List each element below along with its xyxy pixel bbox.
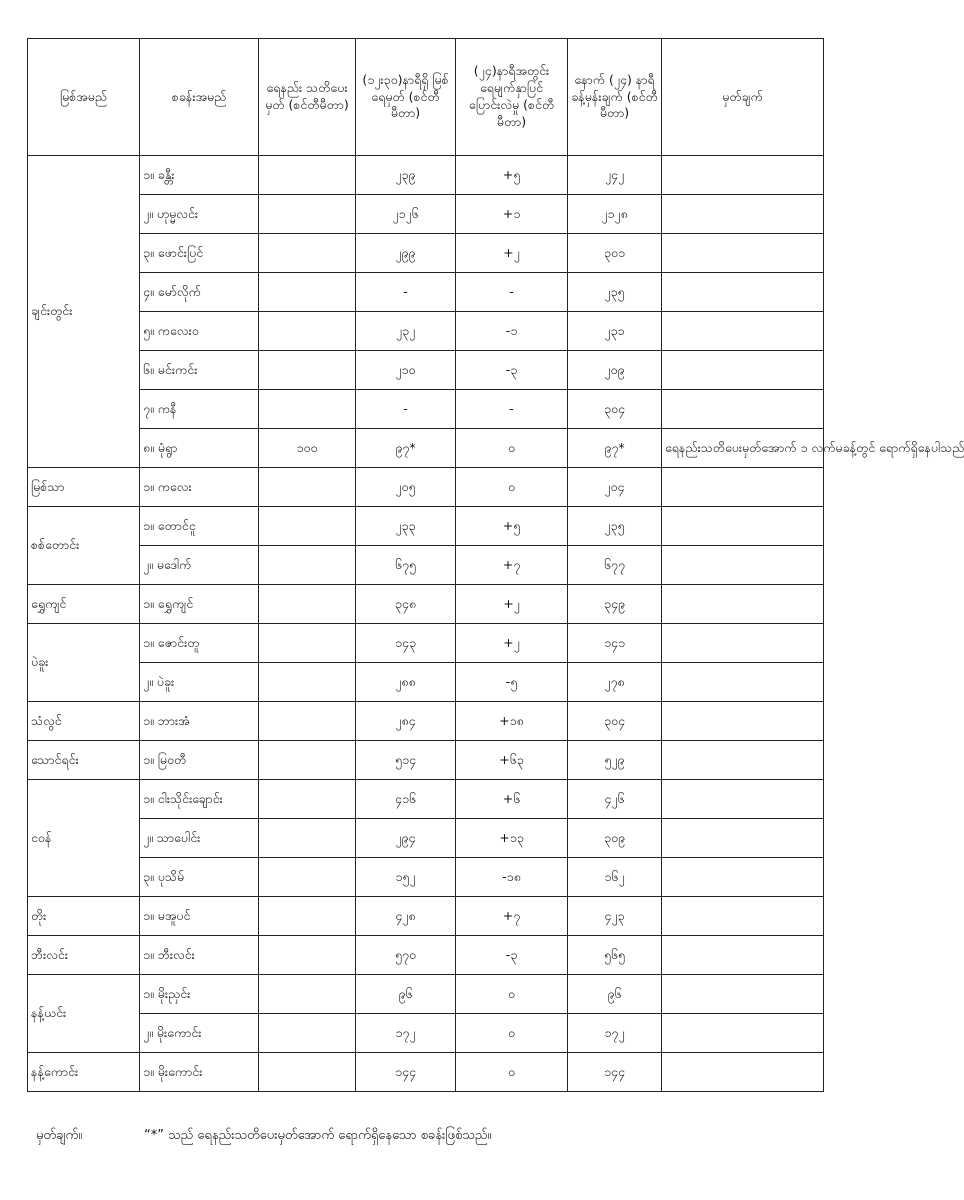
- current-level: ၃၄၈: [356, 585, 456, 624]
- warning-level: [259, 702, 356, 741]
- table-row: [28, 468, 824, 507]
- remark: [662, 468, 824, 507]
- level-change: +၇: [456, 546, 568, 585]
- footnote: [36, 1127, 491, 1146]
- level-change: -: [456, 273, 568, 312]
- forecast-level: ၃၀၁: [568, 234, 662, 273]
- forecast-level: ၃၀၄: [568, 702, 662, 741]
- station-name: ၂။ ဟုမ္မလင်း: [140, 195, 259, 234]
- table-row: [28, 429, 824, 468]
- current-level: ၅၁၄: [356, 741, 456, 780]
- level-change: ၀: [456, 975, 568, 1014]
- warning-level: [259, 234, 356, 273]
- current-level: ၂၀၅: [356, 468, 456, 507]
- table-row: [28, 780, 824, 819]
- table-row: [28, 624, 824, 663]
- warning-level: [259, 195, 356, 234]
- header-24h-change: (၂၄)နာရီအတွင်း ရေမျက်နှာပြင် ပြောင်းလဲမှု (စင်တီမီတာ): [456, 39, 568, 156]
- forecast-level: ၂၁၂၈: [568, 195, 662, 234]
- level-change: +၁: [456, 195, 568, 234]
- forecast-level: ၂၀၉: [568, 351, 662, 390]
- station-name: ၁။ မိုးညှင်း: [140, 975, 259, 1014]
- forecast-level: ၂၃၅: [568, 273, 662, 312]
- warning-level: [259, 468, 356, 507]
- river-name: သံလွင်: [28, 702, 140, 741]
- station-name: ၁။ တောင်ငူ: [140, 507, 259, 546]
- warning-level: [259, 858, 356, 897]
- level-change: +၅: [456, 507, 568, 546]
- warning-level: [259, 156, 356, 195]
- remark: [662, 507, 824, 546]
- current-level: ၄၂၈: [356, 897, 456, 936]
- level-change: +၂: [456, 624, 568, 663]
- table-row: [28, 858, 824, 897]
- station-name: ၆။ မင်းကင်း: [140, 351, 259, 390]
- current-level: ၂၁၀: [356, 351, 456, 390]
- current-level: ၂၈၈: [356, 663, 456, 702]
- station-name: ၁။ ဘားအံ: [140, 702, 259, 741]
- current-level: ၄၁၆: [356, 780, 456, 819]
- river-name: သောင်ရင်း: [28, 741, 140, 780]
- warning-level: [259, 975, 356, 1014]
- current-level: ၁၄၄: [356, 1053, 456, 1092]
- remark: [662, 663, 824, 702]
- current-level: ၂၃၉: [356, 156, 456, 195]
- river-name: ဘီးလင်း: [28, 936, 140, 975]
- warning-level: [259, 780, 356, 819]
- level-change: -၁: [456, 312, 568, 351]
- table-row: [28, 702, 824, 741]
- forecast-level: ၁၆၂: [568, 858, 662, 897]
- current-level: ၂၉၄: [356, 819, 456, 858]
- remark: [662, 390, 824, 429]
- station-name: ၂။ သာပေါင်း: [140, 819, 259, 858]
- table-row: [28, 507, 824, 546]
- station-name: ၅။ ကလေးဝ: [140, 312, 259, 351]
- warning-level: [259, 741, 356, 780]
- remark: [662, 273, 824, 312]
- station-name: ၂။ မိုးကောင်း: [140, 1014, 259, 1053]
- current-level: -: [356, 273, 456, 312]
- current-level: ၅၇၀: [356, 936, 456, 975]
- current-level: ၂၈၄: [356, 702, 456, 741]
- warning-level: [259, 1014, 356, 1053]
- current-level: ၉၆: [356, 975, 456, 1014]
- remark: [662, 234, 824, 273]
- table-row: [28, 312, 824, 351]
- river-name: ငဝန်: [28, 780, 140, 897]
- remark: [662, 702, 824, 741]
- header-current-level: (၁၂း၃၀)နာရီရှိ မြစ်ရေမှတ် (စင်တီမီတာ): [356, 39, 456, 156]
- table-row: [28, 195, 824, 234]
- table-row: [28, 351, 824, 390]
- table-row: [28, 390, 824, 429]
- level-change: -၁၈: [456, 858, 568, 897]
- footnote-label: မှတ်ချက်။: [36, 1128, 83, 1143]
- station-name: ၁။ ငါးသိုင်းချောင်း: [140, 780, 259, 819]
- table-row: [28, 741, 824, 780]
- table-row: [28, 897, 824, 936]
- table-row: [28, 975, 824, 1014]
- station-name: ၄။ မော်လိုက်: [140, 273, 259, 312]
- station-name: ၇။ ကနီ: [140, 390, 259, 429]
- river-name: ချင်းတွင်း: [28, 156, 140, 468]
- warning-level: [259, 351, 356, 390]
- station-name: ၁။ မိုးကောင်း: [140, 1053, 259, 1092]
- river-name: တိုး: [28, 897, 140, 936]
- station-name: ၃။ ပုသိမ်: [140, 858, 259, 897]
- remark: [662, 585, 824, 624]
- level-change: +၁၈: [456, 702, 568, 741]
- station-name: ၂။ ပဲခူး: [140, 663, 259, 702]
- header-warning-level: ရေနည်း သတိပေးမှတ် (စင်တီမီတာ): [259, 39, 356, 156]
- table-row: [28, 1014, 824, 1053]
- river-name: နန့်ကောင်း: [28, 1053, 140, 1092]
- station-name: ၂။ မဒေါက်: [140, 546, 259, 585]
- river-level-table: [27, 38, 964, 1092]
- header-station: စခန်းအမည်: [140, 39, 259, 156]
- level-change: ၀: [456, 1014, 568, 1053]
- current-level: ၂၃၂: [356, 312, 456, 351]
- forecast-level: ၉၇*: [568, 429, 662, 468]
- river-name: မြစ်သာ: [28, 468, 140, 507]
- forecast-level: ၁၇၂: [568, 1014, 662, 1053]
- level-change: -၃: [456, 936, 568, 975]
- remark: [662, 312, 824, 351]
- station-name: ၁။ ခန္တီး: [140, 156, 259, 195]
- level-change: +၁၃: [456, 819, 568, 858]
- remark: [662, 819, 824, 858]
- table-row: [28, 273, 824, 312]
- table-row: [28, 546, 824, 585]
- forecast-level: ၁၄၄: [568, 1053, 662, 1092]
- remark: [662, 936, 824, 975]
- remark: [662, 780, 824, 819]
- forecast-level: ၂၃၅: [568, 507, 662, 546]
- station-name: ၁။ မြဝတီ: [140, 741, 259, 780]
- table-body: [28, 156, 964, 1092]
- forecast-level: ၄၂၃: [568, 897, 662, 936]
- level-change: +၇: [456, 897, 568, 936]
- warning-level: [259, 390, 356, 429]
- remark: [662, 858, 824, 897]
- current-level: -: [356, 390, 456, 429]
- table-row: [28, 234, 824, 273]
- level-change: ၀: [456, 1053, 568, 1092]
- station-name: ၈။ မုံရွာ: [140, 429, 259, 468]
- remark: [662, 741, 824, 780]
- level-change: +၂: [456, 585, 568, 624]
- forecast-level: ၆၇၇: [568, 546, 662, 585]
- forecast-level: ၅၆၅: [568, 936, 662, 975]
- level-change: +၆: [456, 780, 568, 819]
- forecast-level: ၅၂၉: [568, 741, 662, 780]
- level-change: -၃: [456, 351, 568, 390]
- level-change: -၅: [456, 663, 568, 702]
- river-name: နန့်ယင်း: [28, 975, 140, 1053]
- level-change: +၅: [456, 156, 568, 195]
- warning-level: [259, 663, 356, 702]
- level-change: ၀: [456, 468, 568, 507]
- remark: [662, 897, 824, 936]
- current-level: ၁၅၂: [356, 858, 456, 897]
- table-row: [28, 936, 824, 975]
- forecast-level: ၉၆: [568, 975, 662, 1014]
- station-name: ၁။ ကလေး: [140, 468, 259, 507]
- warning-level: [259, 1053, 356, 1092]
- station-name: ၃။ ဖောင်းပြင်: [140, 234, 259, 273]
- current-level: ၂၁၂၆: [356, 195, 456, 234]
- remark: [662, 1053, 824, 1092]
- footnote-text: “*” သည် ရေနည်းသတိပေးမှတ်အောက် ရောက်ရှိနေသော စခန်းဖြစ်သည်။: [144, 1128, 492, 1143]
- current-level: ၁၄၃: [356, 624, 456, 663]
- forecast-level: ၃၄၉: [568, 585, 662, 624]
- forecast-level: ၂၀၄: [568, 468, 662, 507]
- river-name: စစ်တောင်း: [28, 507, 140, 585]
- current-level: ၂၃၃: [356, 507, 456, 546]
- table-row: [28, 663, 824, 702]
- current-level: ၂၉၉: [356, 234, 456, 273]
- remark: [662, 1014, 824, 1053]
- warning-level: ၁၀၀: [259, 429, 356, 468]
- current-level: ၁၇၂: [356, 1014, 456, 1053]
- level-change: +၆၃: [456, 741, 568, 780]
- remark: [662, 546, 824, 585]
- forecast-level: ၁၄၁: [568, 624, 662, 663]
- remark: [662, 351, 824, 390]
- level-change: -: [456, 390, 568, 429]
- header-row: [28, 39, 824, 156]
- current-level: ၉၇*: [356, 429, 456, 468]
- forecast-level: ၃၀၉: [568, 819, 662, 858]
- forecast-level: ၂၄၂: [568, 156, 662, 195]
- warning-level: [259, 585, 356, 624]
- station-name: ၁။ မအူပင်: [140, 897, 259, 936]
- warning-level: [259, 507, 356, 546]
- header-remark: မှတ်ချက်: [662, 39, 824, 156]
- forecast-level: ၄၂၆: [568, 780, 662, 819]
- table-row: [28, 1053, 824, 1092]
- table-row: [28, 585, 824, 624]
- level-change: ၀: [456, 429, 568, 468]
- header-forecast: နောက် (၂၄) နာရီ ခန့်မှန်းချက် (စင်တီမီတာ): [568, 39, 662, 156]
- station-name: ၁။ ရွှေကျင်: [140, 585, 259, 624]
- current-level: ၆၇၅: [356, 546, 456, 585]
- table-row: [28, 819, 824, 858]
- warning-level: [259, 936, 356, 975]
- warning-level: [259, 819, 356, 858]
- warning-level: [259, 897, 356, 936]
- station-name: ၁။ ဇောင်းတူ: [140, 624, 259, 663]
- warning-level: [259, 273, 356, 312]
- table-row: [28, 156, 824, 195]
- remark: [662, 156, 824, 195]
- remark: ရေနည်းသတိပေးမှတ်အောက် ၁ လက်မခန့်တွင် ရောက်ရှိနေပါသည်: [662, 429, 824, 468]
- river-name: ရွှေကျင်: [28, 585, 140, 624]
- remark: [662, 624, 824, 663]
- level-change: +၂: [456, 234, 568, 273]
- forecast-level: ၃၀၄: [568, 390, 662, 429]
- remark: [662, 195, 824, 234]
- forecast-level: ၂၇၈: [568, 663, 662, 702]
- warning-level: [259, 312, 356, 351]
- remark: [662, 975, 824, 1014]
- header-river: မြစ်အမည်: [28, 39, 140, 156]
- river-name: ပဲခူး: [28, 624, 140, 702]
- forecast-level: ၂၃၁: [568, 312, 662, 351]
- warning-level: [259, 546, 356, 585]
- warning-level: [259, 624, 356, 663]
- station-name: ၁။ ဘီးလင်း: [140, 936, 259, 975]
